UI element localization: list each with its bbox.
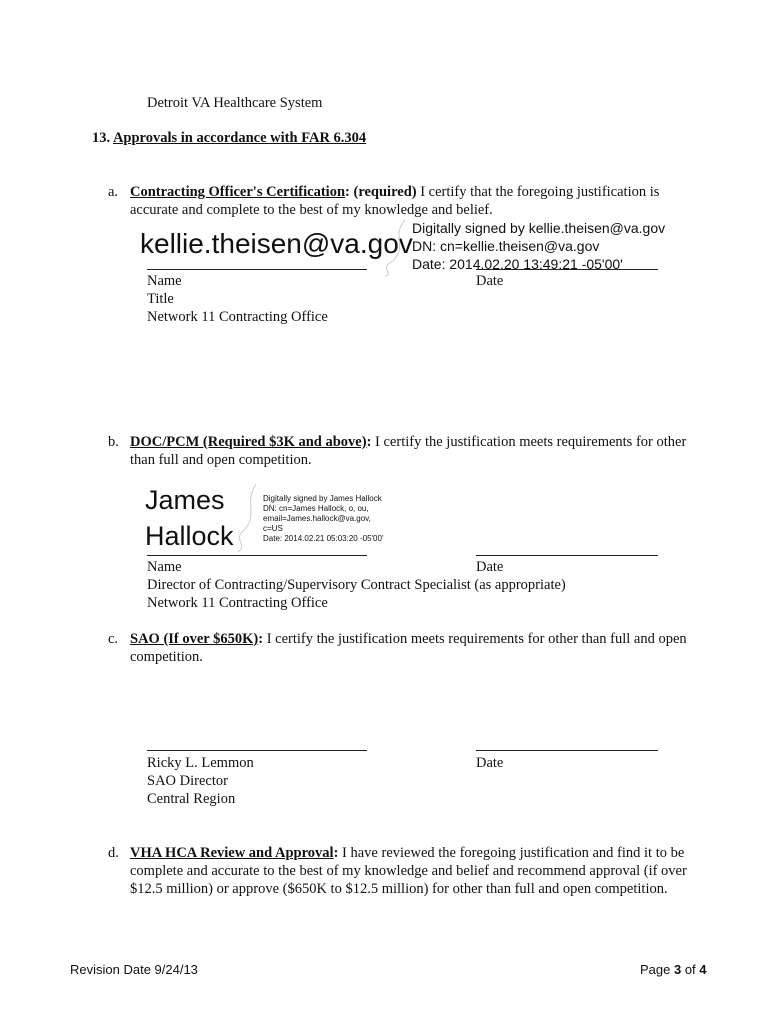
item-b-letter: b. bbox=[108, 434, 119, 450]
office-a: Network 11 Contracting Office bbox=[147, 309, 328, 325]
signature-line-date-a bbox=[476, 269, 658, 270]
item-d-paragraph bbox=[130, 844, 710, 898]
date-label-b: Date bbox=[476, 559, 504, 575]
name-label-a: Name bbox=[147, 273, 182, 289]
office-b: Network 11 Contracting Office bbox=[147, 595, 328, 611]
section-number: 13. bbox=[92, 130, 111, 146]
item-b-paragraph bbox=[130, 433, 710, 469]
item-c-heading: SAO (If over $650K) bbox=[130, 631, 259, 647]
role-b: Director of Contracting/Supervisory Contract Specialist (as appropriate) bbox=[147, 577, 566, 593]
page-of: of bbox=[681, 962, 700, 977]
signature-detail-5: Date: 2014.02.21 05:03:20 -05'00' bbox=[263, 534, 384, 543]
item-c-letter: c. bbox=[108, 631, 119, 647]
region-c: Central Region bbox=[147, 791, 236, 807]
page-number bbox=[640, 961, 707, 979]
signature-line-name-c bbox=[147, 750, 367, 751]
signature-detail-3: email=James.hallock@va.gov, bbox=[263, 514, 371, 523]
item-c-text: I certify the justification meets requirements for other than full and open competition. bbox=[130, 631, 687, 665]
name-c: Ricky L. Lemmon bbox=[147, 755, 254, 771]
item-a-letter: a. bbox=[108, 184, 119, 200]
item-d-letter: d. bbox=[108, 845, 119, 861]
role-c: SAO Director bbox=[147, 773, 228, 789]
section-title: Approvals in accordance with FAR 6.304 bbox=[112, 130, 367, 146]
signature-flourish bbox=[228, 482, 268, 554]
page-total: 4 bbox=[699, 962, 707, 977]
signature-line-date-b bbox=[476, 555, 658, 556]
item-a-text: I certify that the foregoing justification is accurate and complete to the best of my knowledge and belief. bbox=[130, 184, 660, 218]
item-a-required: (required) bbox=[353, 184, 417, 200]
item-d-colon: : bbox=[333, 845, 339, 861]
title-label-a: Title bbox=[147, 291, 174, 307]
item-c-paragraph bbox=[130, 630, 710, 666]
signature-detail-2: DN: cn=kellie.theisen@va.gov bbox=[412, 238, 600, 254]
signature-detail-3: Date: 2014.02.20 13:49:21 -05'00' bbox=[412, 256, 623, 272]
signature-line-name-a bbox=[147, 269, 367, 270]
signature-detail-4: c=US bbox=[263, 524, 283, 533]
item-b-text: I certify the justification meets requirements for other than full and open competition. bbox=[130, 434, 687, 468]
item-b-heading: DOC/PCM (Required $3K and above) bbox=[130, 434, 367, 450]
signature-line-date-c bbox=[476, 750, 658, 751]
name-label-b: Name bbox=[147, 559, 182, 575]
signature-detail-1: Digitally signed by James Hallock bbox=[263, 494, 382, 503]
date-label-a: Date bbox=[476, 273, 504, 289]
signature-script-first: James bbox=[145, 485, 225, 515]
item-c-colon: : bbox=[258, 631, 264, 647]
signature-line-name-b bbox=[147, 555, 367, 556]
item-a-heading: Contracting Officer's Certification bbox=[130, 184, 346, 200]
page-current: 3 bbox=[673, 962, 682, 977]
signature-detail-1: Digitally signed by kellie.theisen@va.gov bbox=[412, 220, 666, 236]
item-a-colon: : bbox=[345, 184, 350, 200]
item-a-paragraph bbox=[130, 183, 710, 219]
section-heading bbox=[92, 129, 366, 147]
item-b-colon: : bbox=[366, 434, 372, 450]
item-d-text: I have reviewed the foregoing justification and find it to be complete and accurate to the best of my knowledge and belief and recommend approval (if over $12.5 million) or approve ($650K to $12.5 million) for other than full and open competition. bbox=[130, 845, 687, 897]
signature-detail-2: DN: cn=James Hallock, o, ou, bbox=[263, 504, 369, 513]
organization-name: Detroit VA Healthcare System bbox=[147, 95, 323, 111]
item-d-heading: VHA HCA Review and Approval bbox=[130, 845, 334, 861]
revision-date: Revision Date 9/24/13 bbox=[70, 962, 198, 977]
date-label-c: Date bbox=[476, 755, 504, 771]
signature-script-last: Hallock bbox=[145, 521, 234, 551]
signature-script-name: kellie.theisen@va.gov bbox=[140, 228, 413, 259]
page-prefix: Page bbox=[640, 962, 674, 977]
